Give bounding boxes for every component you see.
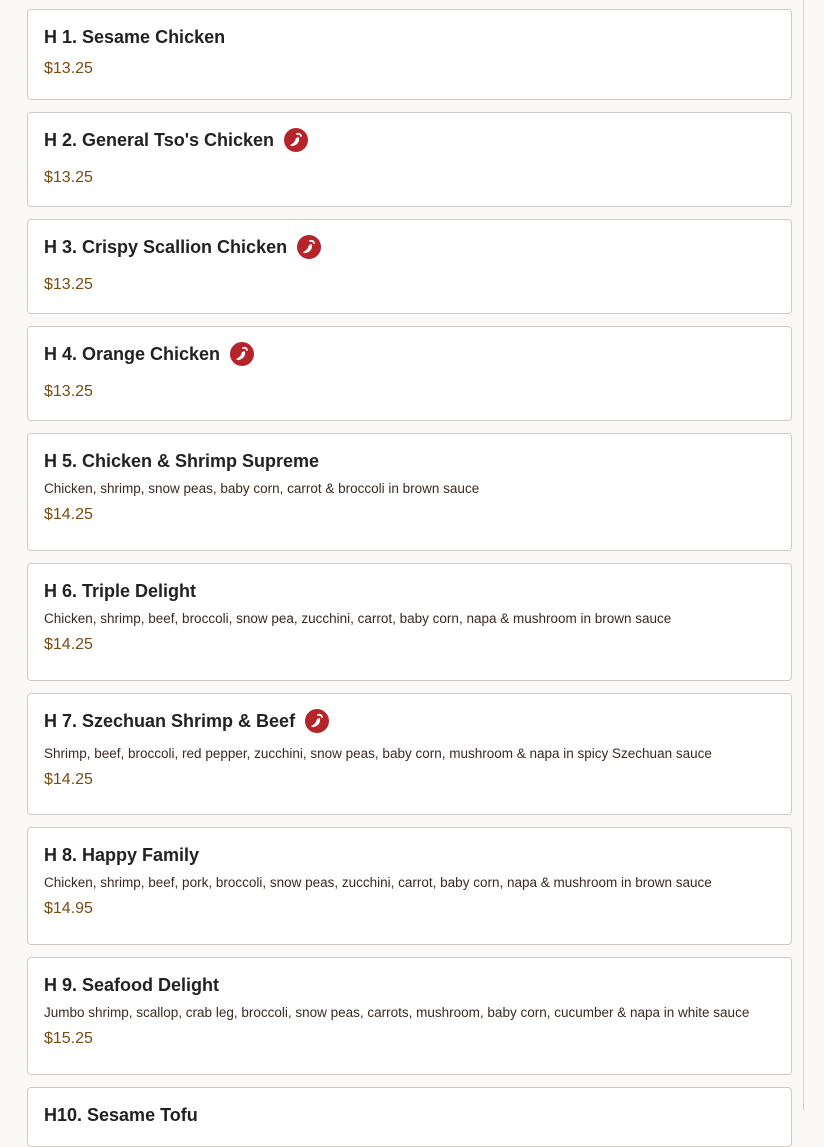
menu-item-card[interactable] [27, 827, 792, 945]
menu-item-description: Jumbo shrimp, scallop, crab leg, broccoli, snow peas, carrots, mushroom, baby corn, cucumber & napa in white sauce [44, 1005, 750, 1020]
menu-item-name: H 1. Sesame Chicken [44, 26, 226, 47]
menu-item-price: $14.25 [44, 506, 93, 523]
menu-item-card[interactable] [27, 326, 792, 421]
menu-item-description: Chicken, shrimp, beef, broccoli, snow pea, zucchini, carrot, baby corn, napa & mushroom in brown sauce [44, 611, 672, 626]
menu-item-price: $13.25 [44, 383, 93, 400]
menu-item-price: $14.25 [44, 636, 93, 653]
menu-item-card[interactable] [27, 693, 792, 815]
menu-item-name: H 2. General Tso's Chicken [44, 129, 275, 150]
menu-item-name: H10. Sesame Tofu [44, 1104, 198, 1125]
menu-item-card[interactable] [27, 957, 792, 1075]
menu-item-name: H 8. Happy Family [44, 844, 200, 865]
menu-item-card[interactable] [27, 112, 792, 207]
chili-pepper-icon [230, 342, 254, 366]
menu-item-price: $13.25 [44, 60, 93, 77]
menu-item-name: H 7. Szechuan Shrimp & Beef [44, 710, 296, 731]
chili-pepper-icon [305, 709, 329, 733]
menu-item-description: Chicken, shrimp, snow peas, baby corn, carrot & broccoli in brown sauce [44, 481, 480, 496]
menu-item-name: H 4. Orange Chicken [44, 343, 221, 364]
menu-item-name: H 6. Triple Delight [44, 580, 197, 601]
menu-item-name: H 3. Crispy Scallion Chicken [44, 236, 288, 257]
menu-item-name: H 9. Seafood Delight [44, 974, 220, 995]
menu-item-card[interactable] [27, 433, 792, 551]
menu-item-card[interactable] [27, 563, 792, 681]
menu-item-description: Shrimp, beef, broccoli, red pepper, zucchini, snow peas, baby corn, mushroom & napa in spicy Szechuan sauce [44, 746, 712, 761]
chili-pepper-icon [284, 128, 308, 152]
menu-item-name: H 5. Chicken & Shrimp Supreme [44, 450, 320, 471]
menu-item-price: $13.25 [44, 169, 93, 186]
menu-item-card[interactable] [27, 219, 792, 314]
menu-item-price: $14.95 [44, 900, 93, 917]
menu-item-description: Chicken, shrimp, beef, pork, broccoli, snow peas, zucchini, carrot, baby corn, napa & mushroom in brown sauce [44, 875, 712, 890]
menu-item-card[interactable] [27, 1087, 792, 1147]
menu-item-price: $15.25 [44, 1030, 93, 1047]
menu-item-card[interactable] [27, 9, 792, 100]
chili-pepper-icon [297, 235, 321, 259]
menu-item-price: $13.25 [44, 276, 93, 293]
menu-item-price: $14.25 [44, 771, 93, 788]
